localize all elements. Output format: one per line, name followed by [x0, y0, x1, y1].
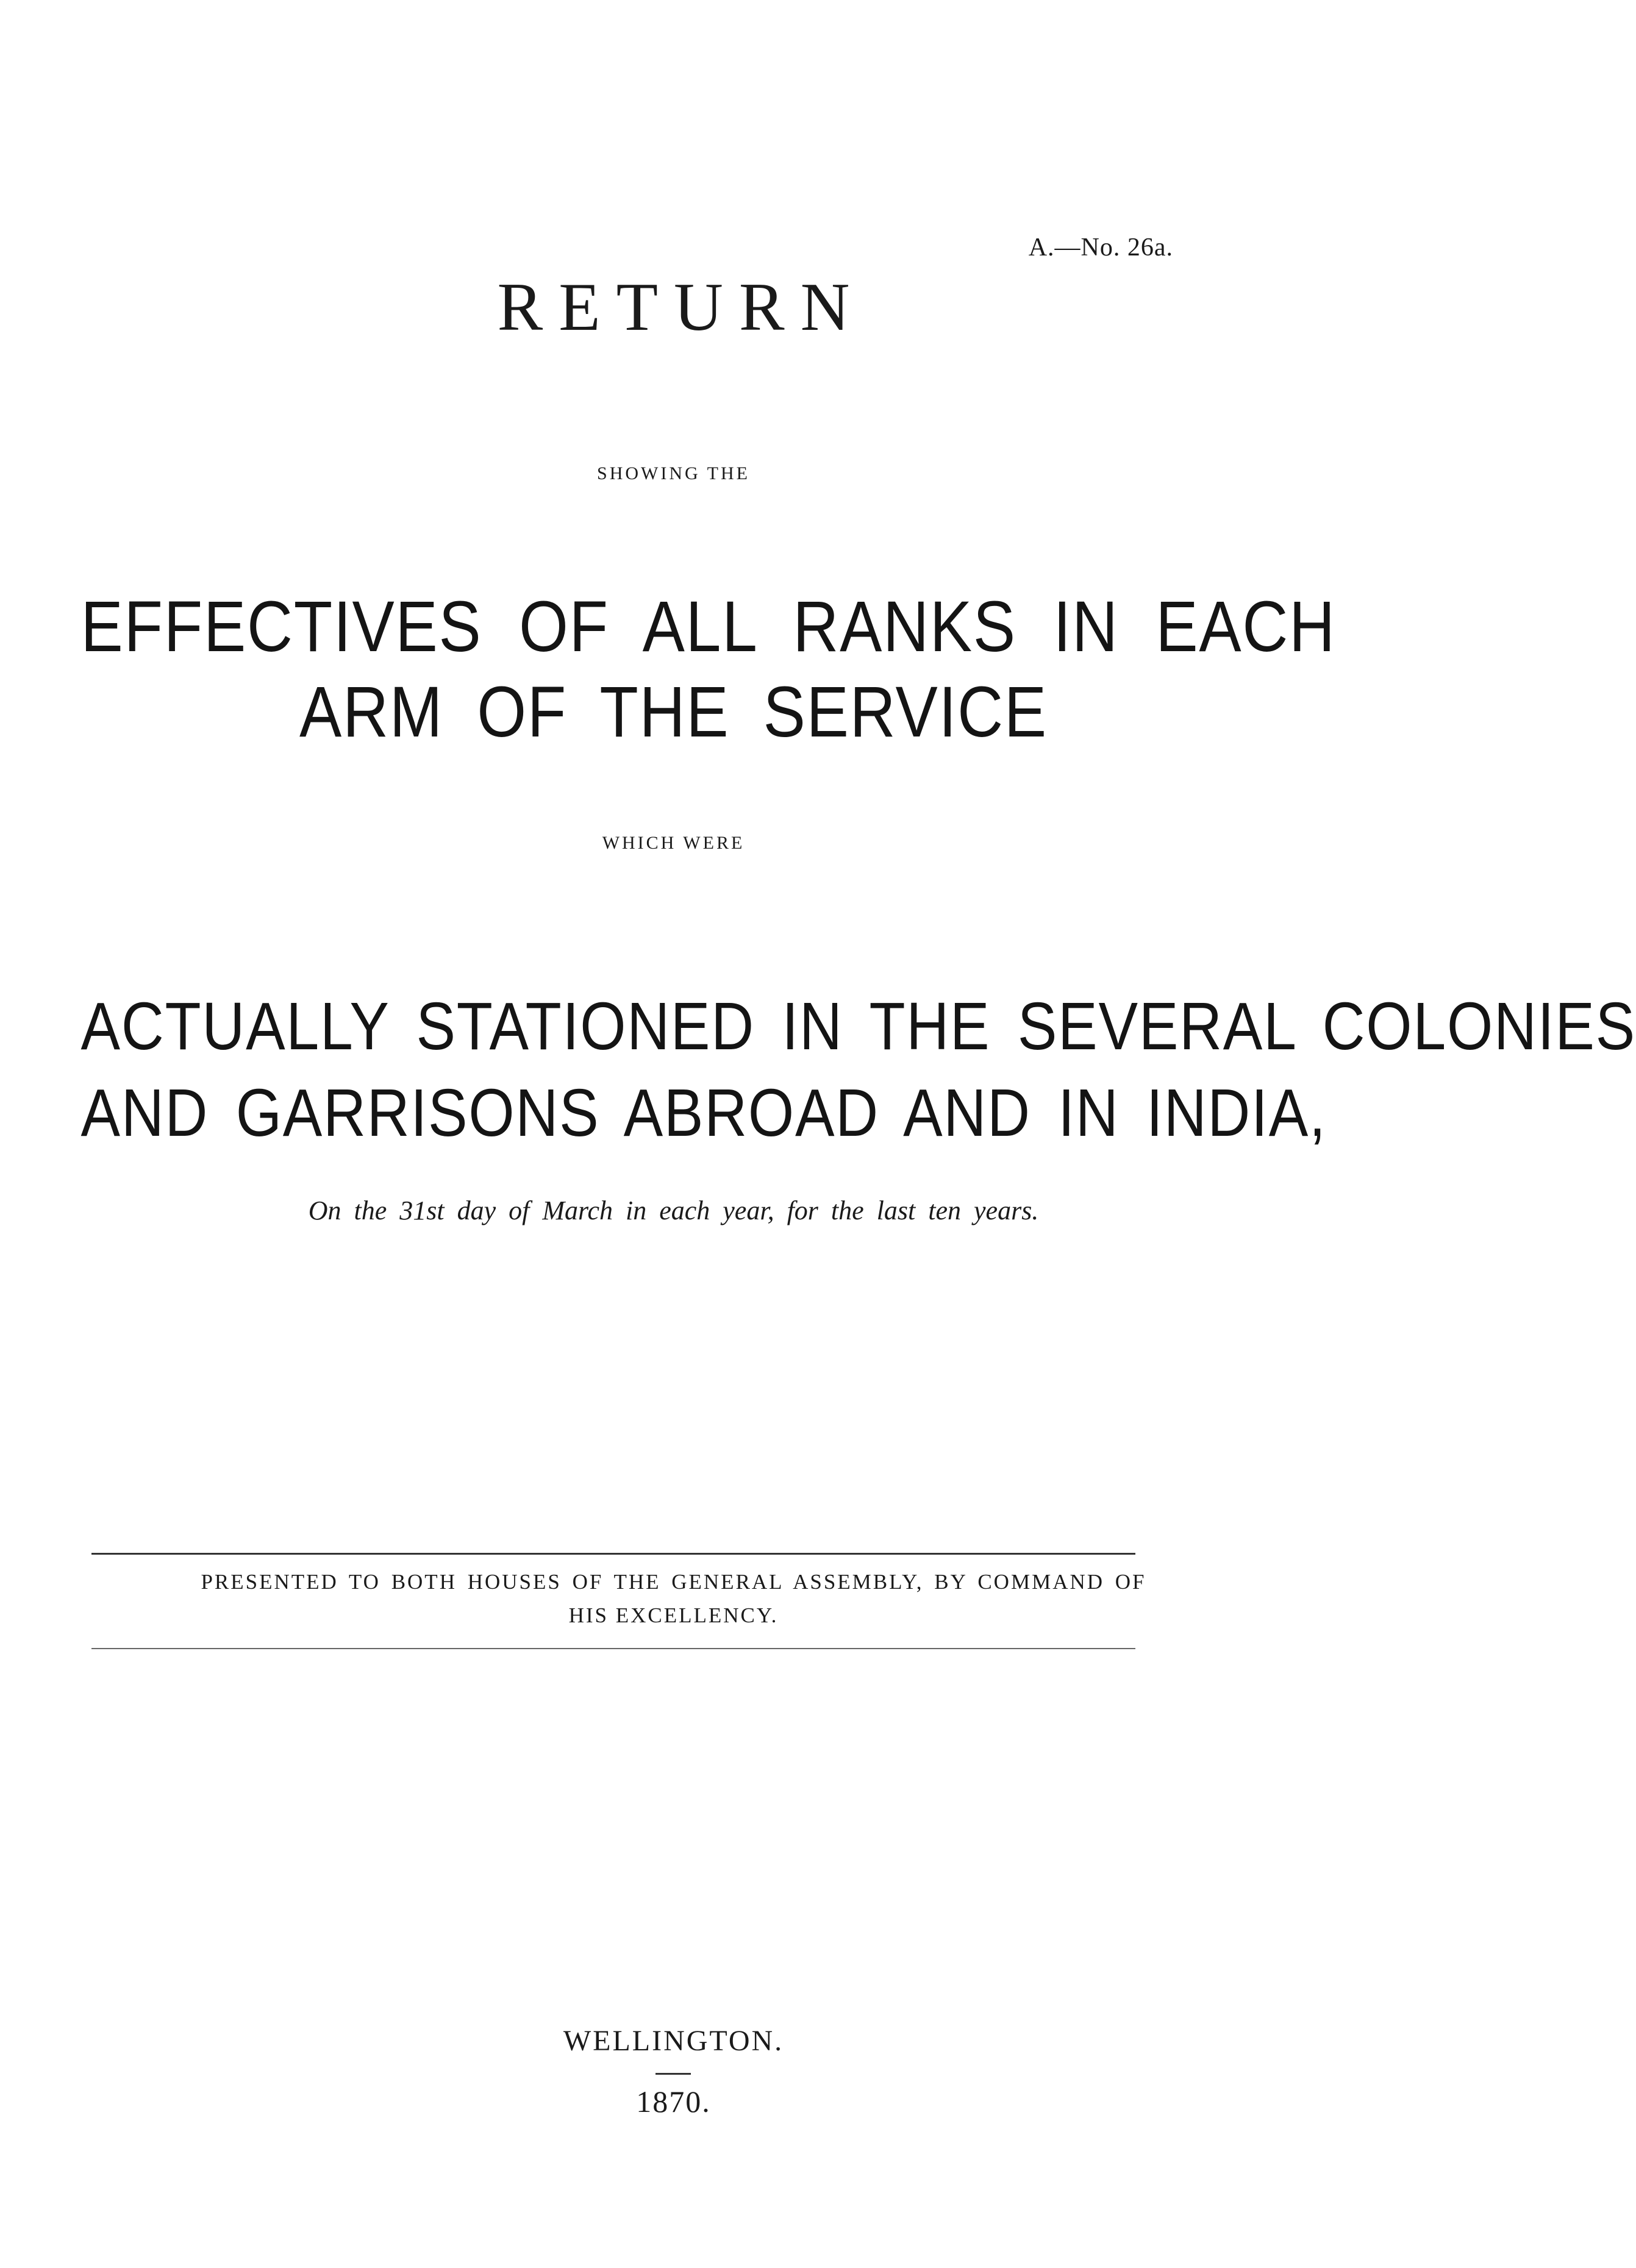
heading-line-1: EFFECTIVES OF ALL RANKS IN EACH: [80, 587, 1336, 667]
subtitle-showing: SHOWING THE: [597, 463, 750, 483]
heading-line-3: ACTUALLY STATIONED IN THE SEVERAL COLONIES: [80, 989, 1636, 1064]
subtitle-which-were: WHICH WERE: [602, 833, 745, 853]
date-description: On the 31st day of March in each year, for the last ten years.: [308, 1196, 1039, 1225]
divider-bottom: [91, 1648, 1135, 1649]
imprint-year: 1870.: [636, 2084, 711, 2119]
paper-reference-number: A.—No. 26a.: [1028, 234, 1173, 262]
divider-top: [91, 1553, 1135, 1555]
presentation-line-1: PRESENTED TO BOTH HOUSES OF THE GENERAL ASSEMBLY, BY COMMAND OF: [201, 1570, 1146, 1594]
heading-line-4: AND GARRISONS ABROAD AND IN INDIA,: [80, 1075, 1327, 1150]
heading-line-2: ARM OF THE SERVICE: [299, 672, 1048, 752]
imprint-dash: [655, 2073, 691, 2075]
imprint-city: WELLINGTON.: [563, 2025, 784, 2057]
presentation-line-2: HIS EXCELLENCY.: [568, 1603, 779, 1627]
document-title: RETURN: [497, 269, 866, 345]
